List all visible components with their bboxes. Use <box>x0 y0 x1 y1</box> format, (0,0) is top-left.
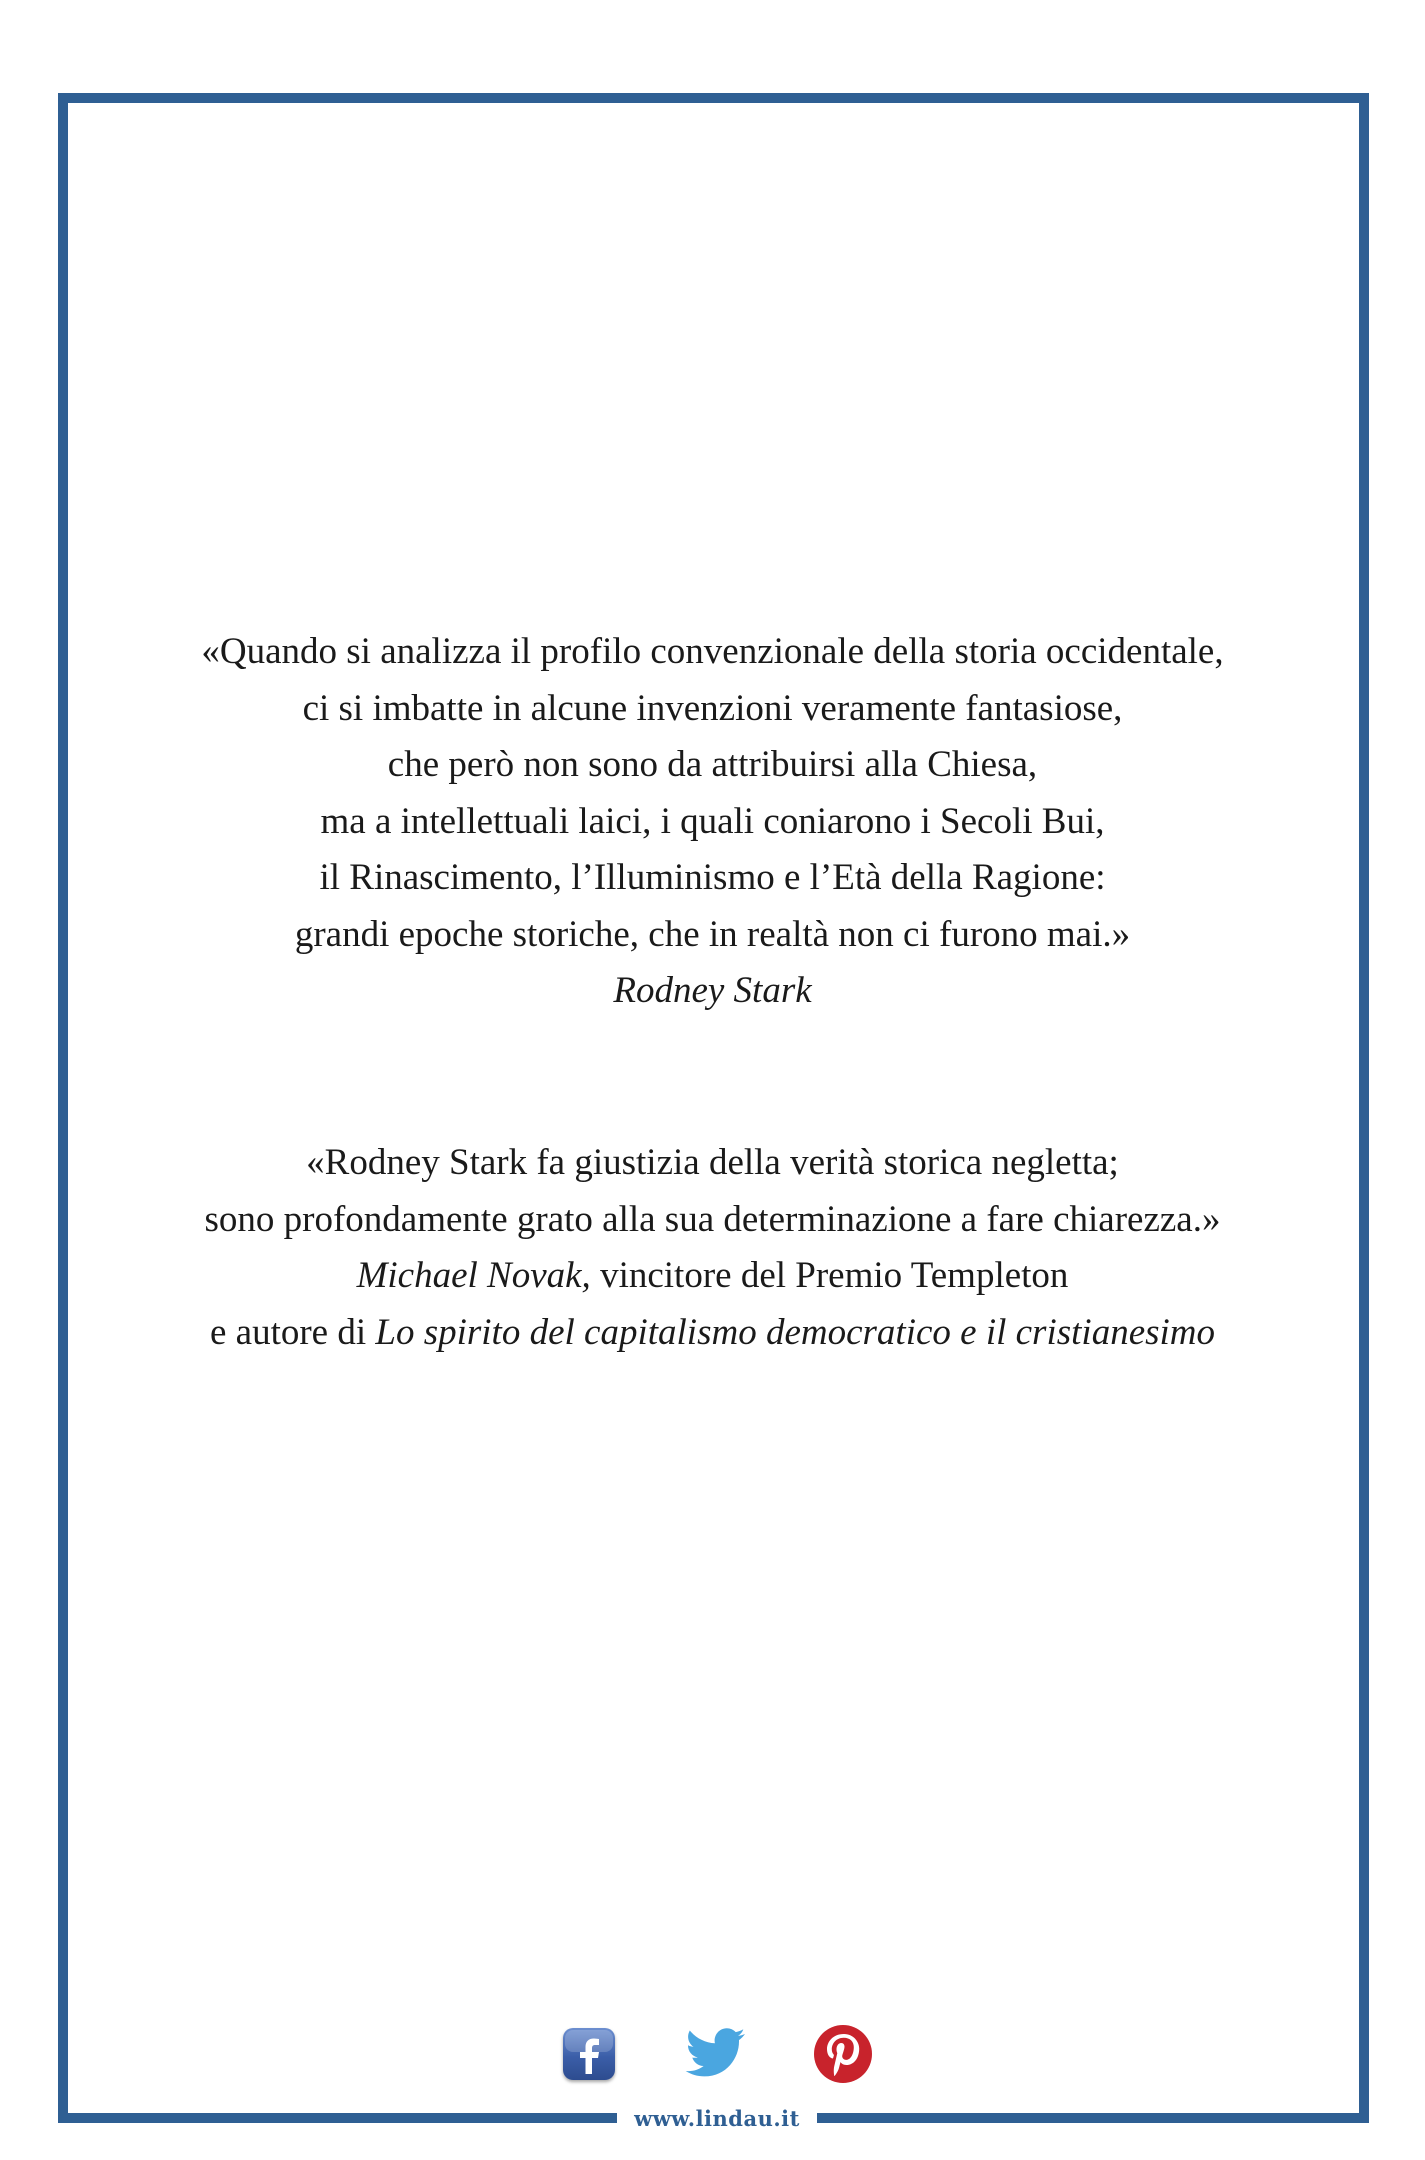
quote-stark <box>0 624 1425 1020</box>
book-title: Lo spirito del capitalismo democratico e il cristianesimo <box>375 1311 1216 1353</box>
quote-attribution <box>0 1248 1425 1305</box>
twitter-icon[interactable] <box>683 2026 747 2084</box>
quote-author: Rodney Stark <box>613 970 812 1011</box>
quote-line: ci si imbatte in alcune invenzioni veramente fantasiose, <box>302 687 1123 729</box>
website-link[interactable]: www.lindau.it <box>634 2106 800 2131</box>
author-role: vincitore del Premio Templeton <box>590 1255 1069 1296</box>
quote-line: «Quando si analizza il profilo convenzionale della storia occidentale, <box>201 631 1224 672</box>
quote-line: grandi epoche storiche, che in realtà non ci furono mai.» <box>294 913 1131 955</box>
quote-line: «Rodney Stark fa giustizia della verità storica negletta; <box>306 1142 1119 1183</box>
quote-line: sono profondamente grato alla sua determinazione a fare chiarezza.» <box>204 1198 1221 1240</box>
book-prefix: e autore di <box>209 1311 376 1353</box>
quote-line: il Rinascimento, l’Illuminismo e l’Età della Ragione: <box>319 857 1106 898</box>
facebook-icon[interactable] <box>563 2028 615 2080</box>
quote-novak <box>0 1135 1425 1361</box>
page-border <box>58 93 1369 2123</box>
pinterest-icon[interactable] <box>813 2024 873 2084</box>
quote-book <box>0 1305 1425 1362</box>
quote-author: Michael Novak, <box>356 1255 591 1296</box>
quote-line: che però non sono da attribuirsi alla Chiesa, <box>387 744 1038 785</box>
quote-line: ma a intellettuali laici, i quali coniarono i Secoli Bui, <box>320 800 1105 842</box>
